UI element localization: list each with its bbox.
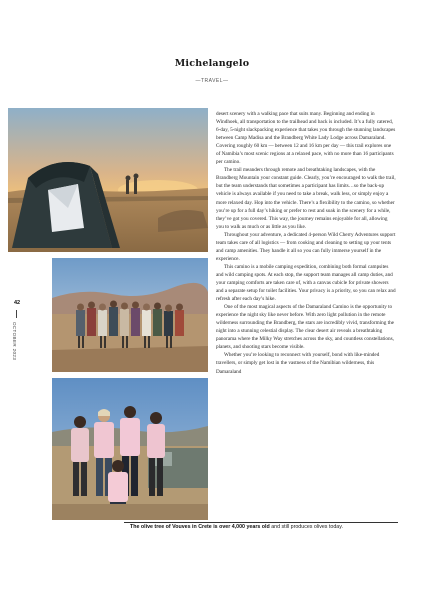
group-in-desert-photo: [52, 258, 208, 372]
sidebar-divider: [16, 310, 17, 318]
article-paragraph: Whether you’re looking to reconnect with yourself, bond with like-minded travellers, or simply get lost in the vastness of the Namibian wilderness, this Damaraland: [216, 352, 380, 375]
magazine-brand: Michelangelo: [174, 58, 250, 69]
section-label: —TRAVEL—: [195, 78, 229, 84]
footer-fact-rest: and still produces olives today.: [269, 524, 343, 530]
team-portrait-photo: [52, 378, 208, 520]
article-paragraph: desert scenery with a walking pace that suits many. Beginning and ending in Windhoek, all transportation to the trailhead and back is included. It’s a fully catered, 6-day, 5-night slackpacking experience that takes you through the stunning landscapes between Camp Madisa and the Brandberg White Lady Lodge across Damaraland. Covering roughly 60 km — between 12 and 16 km per day — this trail explores one of Namibia’s most scenic regions at a relaxed pace, with no more than 16 participants per camino.: [216, 111, 396, 166]
page-sidebar: [10, 300, 24, 380]
tent-at-sunset-photo: [8, 108, 208, 252]
issue-date: OCTOBER 2023: [12, 322, 17, 361]
article-paragraph: The trail meanders through remote and breathtaking landscapes, with the Brandberg Mountain your constant guide. Clearly, you’re encouraged to walk the trail, but the team understands that sometimes a participant has limits…so the back-up vehicle is always available if you need to take a break, walk less, or simply enjoy a more relaxed day. Hop into the vehicle. There’s a flexibility to the camino, so whether you’re up for a full day’s hiking or prefer to rest and soak in the scenery for a while, they’ve got you covered. This way, the journey remains enjoyable for all, allowing you to walk as much or as little as you like.: [216, 167, 396, 230]
article-body: [216, 110, 396, 376]
article-paragraph: One of the most magical aspects of the Damaraland Camino is the opportunity to experience the night sky like never before. With zero light pollution in the remote wilderness surrounding the Brandberg, the stars are incredibly vivid, transforming the night into a stunning celestial display. The clear desert air reveals a breathtaking panorama where the Milky Way stretches across the sky, and countless constellations, planets, and shooting stars become visible.: [216, 304, 394, 351]
masthead: [0, 58, 424, 84]
page-number: 42: [13, 300, 21, 306]
footer-fact-bold: The olive tree of Vouves in Crete is over 4,000 years old: [130, 524, 270, 530]
article-paragraph: Throughout your adventure, a dedicated 4-person Wild Cherry Adventures support team takes care of all logistics — from cooking and cleaning to setting up your tents and camp amenities. They handle it all so you can fully immerse yourself in the experience.: [216, 231, 396, 262]
footer-fact: [130, 524, 398, 530]
article-paragraph: This camino is a mobile camping expedition, combining both formal campsites and wild camping spots. At each stop, the support team manages all camp duties, and your camping comforts are taken care of, with a canvas cubicle for private showers and a separate setup for toilet facilities. Your privacy is a priority, so you can relax and refresh after each day’s hike.: [216, 263, 396, 303]
footer-rule: [124, 522, 398, 523]
